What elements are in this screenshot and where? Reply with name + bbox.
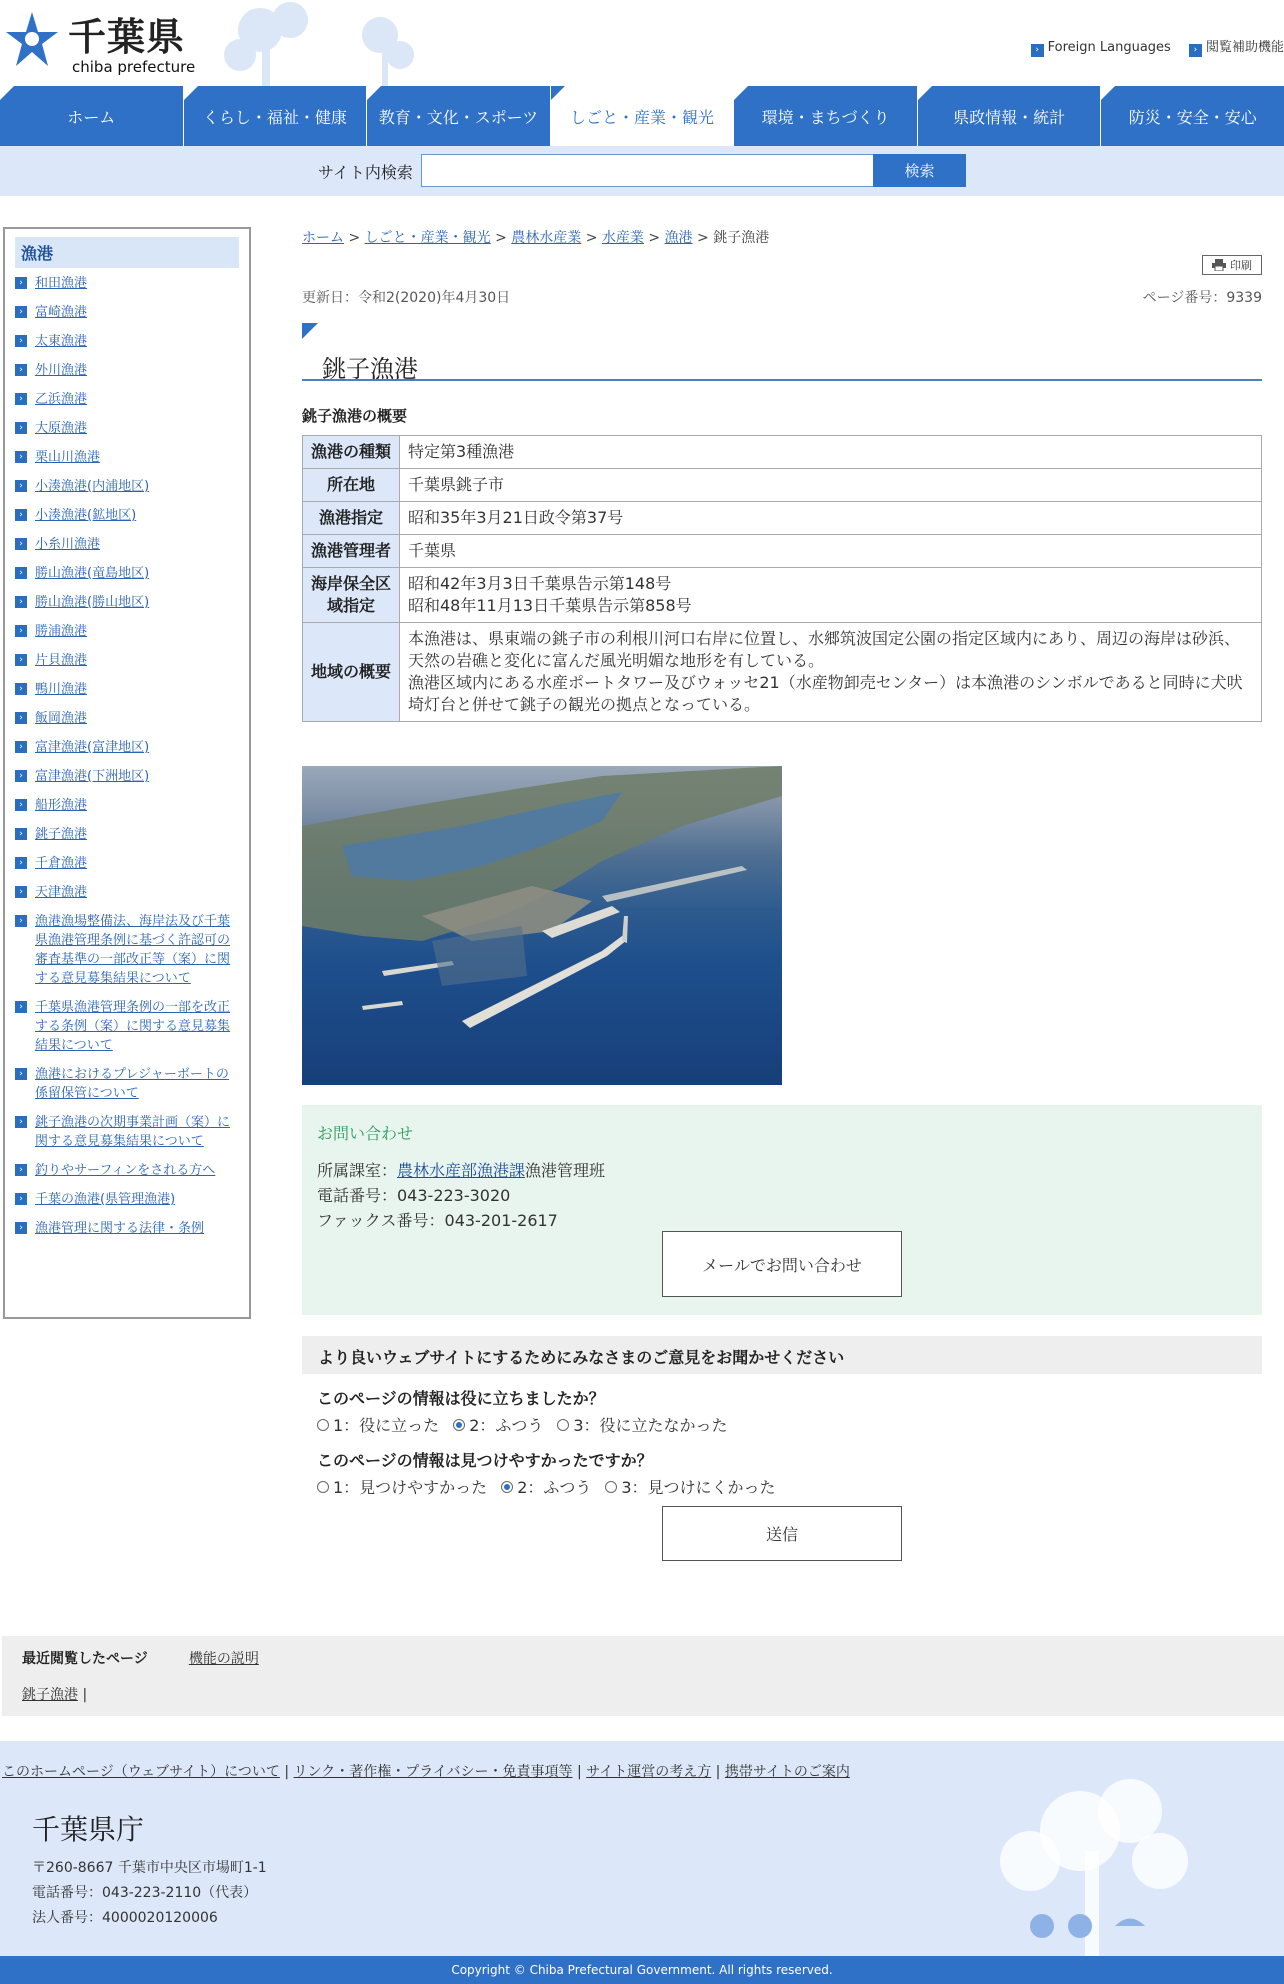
sidebar-item-link[interactable]: 勝浦漁港 <box>35 624 88 639</box>
radio-option[interactable]: 1：見つけやすかった <box>317 1475 487 1498</box>
contact-tel: 電話番号：043-223-3020 <box>317 1186 511 1205</box>
email-inquiry-button[interactable]: メールでお問い合わせ <box>662 1231 902 1297</box>
nav-disaster-safety[interactable]: 防災・安全・安心 <box>1100 86 1284 146</box>
nav-environment-town[interactable]: 環境・まちづくり <box>733 86 917 146</box>
radio-icon[interactable] <box>501 1481 513 1493</box>
site-title: 千葉県 <box>68 15 186 59</box>
footer-corp-number: 法人番号：4000020120006 <box>32 1910 218 1926</box>
table-header-cell: 漁港指定 <box>303 502 400 535</box>
footer-link[interactable]: リンク・著作権・プライバシー・免責事項等 <box>293 1764 573 1780</box>
radio-option[interactable]: 3：見つけにくかった <box>605 1475 775 1498</box>
survey-question: このページの情報は見つけやすかったですか？ <box>317 1451 653 1470</box>
radio-icon[interactable] <box>317 1481 329 1493</box>
sidebar-item-link[interactable]: 小湊漁港(内浦地区) <box>35 479 150 494</box>
recently-viewed <box>2 1636 1284 1716</box>
sidebar-item-link[interactable]: 船形漁港 <box>35 798 88 813</box>
radio-icon[interactable] <box>317 1419 329 1431</box>
sidebar-item-link[interactable]: 勝山漁港(勝山地区) <box>35 595 150 610</box>
arrow-icon: › <box>15 828 27 840</box>
arrow-icon: › <box>15 1193 27 1205</box>
recent-item-link[interactable]: 銚子漁港 <box>22 1687 78 1703</box>
sidebar-item-link[interactable]: 乙浜漁港 <box>35 392 88 407</box>
sidebar-item-link[interactable]: 銚子漁港の次期事業計画（案）に関する意見募集結果について <box>35 1115 231 1149</box>
sidebar-item[interactable] <box>15 796 239 815</box>
radio-icon[interactable] <box>453 1419 465 1431</box>
survey-question: このページの情報は役に立ちましたか？ <box>317 1389 605 1408</box>
sidebar-heading[interactable]: 漁港 <box>15 237 239 268</box>
sidebar-item-link[interactable]: 太東漁港 <box>35 334 88 349</box>
arrow-icon: › <box>15 335 27 347</box>
radio-icon[interactable] <box>557 1419 569 1431</box>
search-button[interactable]: 検索 <box>873 154 966 187</box>
breadcrumb-separator: > <box>585 230 598 246</box>
sidebar-item[interactable] <box>15 419 239 438</box>
sidebar-item-link[interactable]: 千倉漁港 <box>35 856 88 871</box>
sidebar-item[interactable] <box>15 535 239 554</box>
arrow-icon: › <box>15 277 27 289</box>
sidebar-item[interactable] <box>15 622 239 641</box>
sidebar-item[interactable] <box>15 998 239 1055</box>
table-header-cell: 漁港管理者 <box>303 535 400 568</box>
radio-option[interactable]: 1：役に立った <box>317 1413 439 1436</box>
table-value-line: 昭和48年11月13日千葉県告示第858号 <box>408 596 692 615</box>
breadcrumb-link[interactable]: しごと・産業・観光 <box>364 230 491 246</box>
table-row <box>303 535 1262 568</box>
arrow-icon: › <box>15 712 27 724</box>
nav-education-culture-sports[interactable]: 教育・文化・スポーツ <box>366 86 550 146</box>
sidebar-item[interactable] <box>15 709 239 728</box>
table-value-line: 昭和42年3月3日千葉県告示第148号 <box>408 574 672 593</box>
prefecture-emblem-icon <box>2 10 62 72</box>
arrow-icon: › <box>1189 44 1202 57</box>
footer-org-name: 千葉県庁 <box>32 1813 145 1846</box>
sidebar-item[interactable] <box>15 1113 239 1151</box>
sidebar-item-link[interactable]: 外川漁港 <box>35 363 88 378</box>
foreign-languages-link[interactable]: › Foreign Languages <box>1031 40 1171 55</box>
arrow-icon: › <box>15 625 27 637</box>
print-button[interactable]: 印刷 <box>1202 255 1262 275</box>
sidebar-item[interactable] <box>15 854 239 873</box>
footer-link[interactable]: 携帯サイトのご案内 <box>724 1764 850 1780</box>
sidebar-item[interactable] <box>15 390 239 409</box>
accessibility-link[interactable]: › 閲覧補助機能 <box>1189 40 1284 55</box>
sidebar-item[interactable] <box>15 477 239 496</box>
header-tree-illustration <box>200 0 430 86</box>
sidebar-item[interactable] <box>15 883 239 902</box>
sidebar-item-link[interactable]: 小湊漁港(鉱地区) <box>35 508 137 523</box>
nav-prefecture-info[interactable]: 県政情報・統計 <box>917 86 1101 146</box>
aerial-harbor-photo <box>302 766 782 1085</box>
arrow-icon: › <box>15 1116 27 1128</box>
survey-options <box>317 1413 1262 1436</box>
breadcrumb-separator: > <box>495 230 507 246</box>
table-value-line: 本漁港は、県東端の銚子市の利根川河口右岸に位置し、水郷筑波国定公園の指定区域内にあり、周辺の海岸は砂浜、天然の岩礁と変化に富んだ風光明媚な地形を有している。 <box>408 629 1241 670</box>
sidebar-item[interactable] <box>15 680 239 699</box>
arrow-icon: › <box>15 480 27 492</box>
arrow-icon: › <box>15 538 27 550</box>
nav-home[interactable]: ホーム <box>0 86 183 146</box>
footer-links: このホームページ（ウェブサイト）について | リンク・著作権・プライバシー・免責事項等 | サイト運営の考え方 | 携帯サイトのご案内 <box>2 1764 850 1780</box>
breadcrumb-separator: > <box>697 230 709 246</box>
table-row <box>303 568 1262 623</box>
sidebar-item-link[interactable]: 和田漁港 <box>35 276 88 291</box>
sidebar-item[interactable] <box>15 825 239 844</box>
arrow-icon: › <box>15 886 27 898</box>
footer-link[interactable]: サイト運営の考え方 <box>586 1764 712 1780</box>
sidebar-item-link[interactable]: 栗山川漁港 <box>35 450 101 465</box>
sidebar-item[interactable] <box>15 274 239 293</box>
radio-option[interactable]: 2：ふつう <box>453 1413 543 1436</box>
sidebar-item-link[interactable]: 大原漁港 <box>35 421 88 436</box>
sidebar-item[interactable] <box>15 303 239 322</box>
site-footer <box>0 1741 1284 1956</box>
contact-fax: ファックス番号：043-201-2617 <box>317 1211 558 1230</box>
sidebar-item[interactable] <box>15 912 239 988</box>
recent-item: 銚子漁港 | <box>22 1687 88 1703</box>
sidebar-item[interactable] <box>15 593 239 612</box>
table-header-cell: 漁港の種類 <box>303 436 400 469</box>
sidebar-item[interactable] <box>15 738 239 757</box>
footer-link[interactable]: このホームページ（ウェブサイト）について <box>2 1764 280 1780</box>
search-input[interactable] <box>421 154 874 187</box>
page-title-block <box>302 323 1262 381</box>
sidebar-item-link[interactable]: 千葉の漁港(県管理漁港) <box>35 1192 176 1207</box>
feedback-survey <box>302 1336 1262 1544</box>
recent-help-link[interactable]: 機能の説明 <box>188 1651 259 1667</box>
arrow-icon: › <box>15 567 27 579</box>
search-label: サイト内検索 <box>318 163 413 182</box>
table-value-line: 千葉県 <box>408 541 457 560</box>
sidebar-item-link[interactable]: 釣りやサーフィンをされる方へ <box>35 1163 216 1178</box>
breadcrumb-separator: > <box>348 230 361 246</box>
arrow-icon: › <box>15 683 27 695</box>
contact-heading: お問い合わせ <box>317 1124 414 1143</box>
survey-heading: より良いウェブサイトにするためにみなさまのご意見をお聞かせください <box>302 1336 1262 1374</box>
arrow-icon: › <box>15 1222 27 1234</box>
breadcrumb-separator: > <box>648 230 661 246</box>
global-nav <box>0 86 1284 146</box>
table-header-cell: 海岸保全区域指定 <box>303 568 400 623</box>
sidebar-item-link[interactable]: 富津漁港(下洲地区) <box>35 769 150 784</box>
table-header-cell: 地域の概要 <box>303 623 400 722</box>
survey-submit-button[interactable]: 送信 <box>662 1506 902 1561</box>
site-logo[interactable] <box>2 8 202 76</box>
breadcrumb-link[interactable]: 水産業 <box>601 230 644 246</box>
copyright: Copyright © Chiba Prefectural Government. All rights reserved. <box>0 1956 1284 1984</box>
sidebar-item-link[interactable]: 漁港におけるプレジャーボートの係留保管について <box>35 1067 229 1101</box>
arrow-icon: › <box>15 306 27 318</box>
sidebar-item[interactable] <box>15 332 239 351</box>
table-value-cell <box>400 469 1262 502</box>
table-value-line: 特定第3種漁港 <box>408 442 515 461</box>
table-row <box>303 623 1262 722</box>
page-meta <box>302 287 1262 307</box>
footer-address: 〒260-8667 千葉市中央区市場町1-1 <box>32 1860 267 1876</box>
sidebar-item-link[interactable]: 富崎漁港 <box>35 305 88 320</box>
breadcrumb <box>302 227 1262 247</box>
page-number: ページ番号：9339 <box>1142 290 1262 306</box>
breadcrumb-link[interactable]: 漁港 <box>664 230 693 246</box>
arrow-icon: › <box>15 799 27 811</box>
sidebar-item[interactable] <box>15 506 239 525</box>
site-header <box>0 0 1284 86</box>
arrow-icon: › <box>15 364 27 376</box>
updated-date: 更新日：令和2(2020)年4月30日 <box>302 290 511 306</box>
sidebar-item-link[interactable]: 勝山漁港(竜島地区) <box>35 566 150 581</box>
site-search <box>0 146 1284 196</box>
table-value-cell <box>400 623 1262 722</box>
sidebar-item-link[interactable]: 千葉県漁港管理条例の一部を改正する条例（案）に関する意見募集結果について <box>35 1000 231 1053</box>
table-header-cell: 所在地 <box>303 469 400 502</box>
footer-tree-illustration <box>930 1741 1210 1956</box>
breadcrumb-link[interactable]: ホーム <box>302 230 344 246</box>
sidebar-item-link[interactable]: 富津漁港(富津地区) <box>35 740 150 755</box>
arrow-icon: › <box>15 1164 27 1176</box>
table-value-line: 昭和35年3月21日政令第37号 <box>408 508 624 527</box>
arrow-icon: › <box>15 451 27 463</box>
sidebar-item[interactable] <box>15 1161 239 1180</box>
recent-title: 最近閲覧したページ <box>22 1651 148 1667</box>
page-title: 銚子漁港 <box>322 355 418 383</box>
sidebar-item-link[interactable]: 漁港漁場整備法、海岸法及び千葉県漁港管理条例に基づく許認可の審査基準の一部改正等（案）に関する意見募集結果について <box>35 914 231 986</box>
table-row <box>303 502 1262 535</box>
arrow-icon: › <box>15 654 27 666</box>
radio-icon[interactable] <box>605 1481 617 1493</box>
sidebar-item[interactable] <box>15 361 239 380</box>
contact-box <box>302 1105 1262 1315</box>
sidebar-item[interactable] <box>15 1065 239 1103</box>
arrow-icon: › <box>15 741 27 753</box>
sidebar-item-link[interactable]: 天津漁港 <box>35 885 88 900</box>
arrow-icon: › <box>1031 44 1044 57</box>
site-subtitle: chiba prefecture <box>72 58 196 76</box>
sidebar-item-link[interactable]: 銚子漁港 <box>35 827 88 842</box>
sidebar-item-link[interactable]: 片貝漁港 <box>35 653 88 668</box>
arrow-icon: › <box>15 596 27 608</box>
main-content <box>302 227 1262 1544</box>
sidebar-item-link[interactable]: 小糸川漁港 <box>35 537 101 552</box>
arrow-icon: › <box>15 393 27 405</box>
radio-option[interactable]: 2：ふつう <box>501 1475 591 1498</box>
table-value-cell <box>400 568 1262 623</box>
sidebar-item[interactable] <box>15 767 239 786</box>
sidebar-item[interactable] <box>15 564 239 583</box>
table-row <box>303 436 1262 469</box>
nav-work-industry-tourism[interactable]: しごと・産業・観光 <box>550 86 734 146</box>
sidebar-item-link[interactable]: 飯岡漁港 <box>35 711 88 726</box>
sidebar-item-link[interactable]: 鴨川漁港 <box>35 682 88 697</box>
arrow-icon: › <box>15 422 27 434</box>
table-value-cell <box>400 502 1262 535</box>
arrow-icon: › <box>15 857 27 869</box>
arrow-icon: › <box>15 1001 27 1013</box>
sidebar-item[interactable] <box>15 448 239 467</box>
table-value-cell <box>400 535 1262 568</box>
radio-option[interactable]: 3：役に立たなかった <box>557 1413 727 1436</box>
nav-life-welfare-health[interactable]: くらし・福祉・健康 <box>183 86 367 146</box>
table-value-line: 漁港区域内にある水産ポートタワー及びウォッセ21（水産物卸売センター）は本漁港のシンボルであると同時に犬吠埼灯台と併せて銚子の観光の拠点となっている。 <box>408 673 1243 714</box>
section-heading: 銚子漁港の概要 <box>302 407 408 425</box>
breadcrumb-link[interactable]: 農林水産業 <box>511 230 582 246</box>
contact-department: 所属課室：農林水産部漁港課漁港管理班 <box>317 1161 606 1180</box>
arrow-icon: › <box>15 915 27 927</box>
arrow-icon: › <box>15 509 27 521</box>
arrow-icon: › <box>15 1068 27 1080</box>
table-value-cell <box>400 436 1262 469</box>
sidebar-item[interactable] <box>15 651 239 670</box>
table-value-line: 千葉県銚子市 <box>408 475 505 494</box>
overview-table <box>302 435 1262 722</box>
printer-icon <box>1212 259 1226 271</box>
sidebar-list <box>15 274 239 1238</box>
sidebar-item-link[interactable]: 漁港管理に関する法律・条例 <box>35 1221 205 1236</box>
arrow-icon: › <box>15 770 27 782</box>
sidebar-item[interactable] <box>15 1219 239 1238</box>
sidebar-item[interactable] <box>15 1190 239 1209</box>
table-row <box>303 469 1262 502</box>
breadcrumb-current: 銚子漁港 <box>713 230 770 246</box>
department-link[interactable]: 農林水産部漁港課 <box>397 1161 526 1180</box>
survey-options <box>317 1475 1262 1498</box>
footer-tel: 電話番号：043-223-2110（代表） <box>32 1885 258 1901</box>
header-links <box>1017 36 1284 57</box>
sidebar <box>3 227 251 1319</box>
